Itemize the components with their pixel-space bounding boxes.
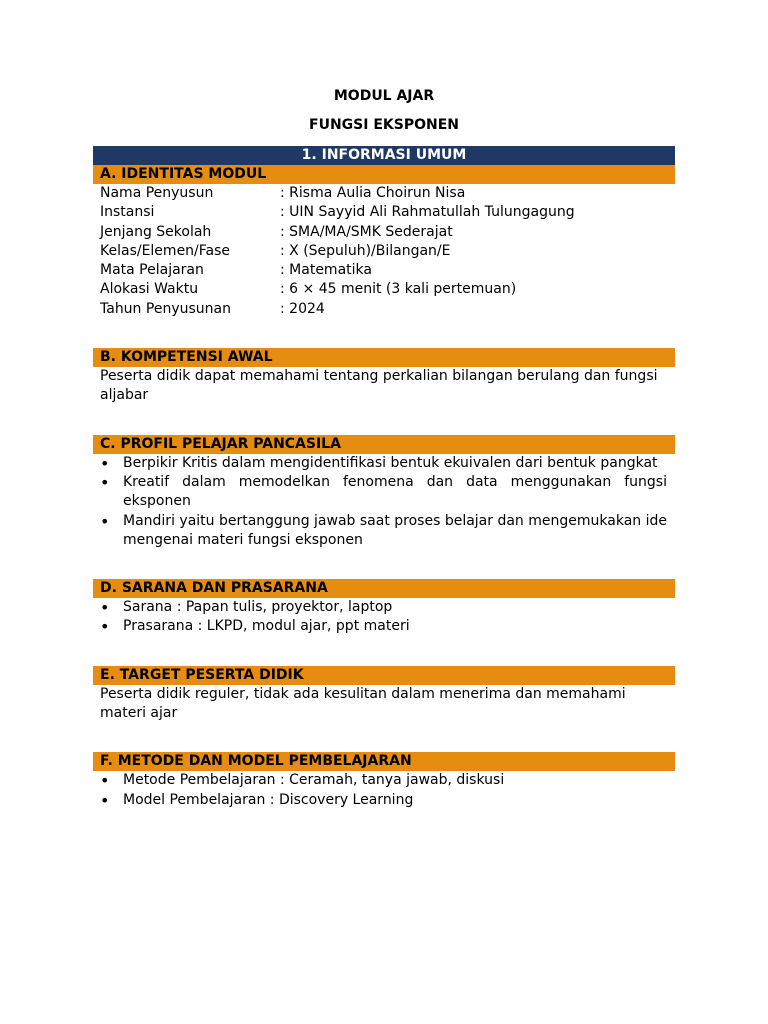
identitas-value: : 2024 <box>280 300 325 317</box>
list-item: • Model Pembelajaran : Discovery Learning <box>100 791 667 810</box>
profil-pelajar-list <box>93 454 675 550</box>
section-spacer <box>93 723 675 752</box>
identitas-value: : SMA/MA/SMK Sederajat <box>280 223 453 240</box>
identitas-row <box>93 184 675 203</box>
identitas-row <box>93 280 675 299</box>
list-item: • Berpikir Kritis dalam mengidentifikasi bentuk ekuivalen dari bentuk pangkat <box>100 454 667 473</box>
identitas-label: Instansi <box>100 204 155 221</box>
section-header-profil-pelajar: C. PROFIL PELAJAR PANCASILA <box>93 435 675 454</box>
identitas-row <box>93 300 675 319</box>
identitas-value: : Matematika <box>280 262 372 279</box>
main-section-header: 1. INFORMASI UMUM <box>93 146 675 165</box>
section-header-sarana-prasarana: D. SARANA DAN PRASARANA <box>93 579 675 598</box>
list-item: • Mandiri yaitu bertanggung jawab saat proses belajar dan mengemukakan ide mengenai materi fungsi eksponen <box>100 512 667 551</box>
document-title: MODUL AJAR <box>333 88 435 104</box>
identitas-row <box>93 261 675 280</box>
sarana-prasarana-list <box>93 598 675 637</box>
identitas-label: Kelas/Elemen/Fase <box>100 242 231 259</box>
identitas-label: Mata Pelajaran <box>100 262 204 279</box>
metode-model-list <box>93 771 675 810</box>
identitas-value: : UIN Sayyid Ali Rahmatullah Tulungagung <box>280 204 575 221</box>
list-item: • Kreatif dalam memodelkan fenomena dan data menggunakan fungsi eksponen <box>100 473 667 512</box>
document-subtitle: FUNGSI EKSPONEN <box>309 117 459 133</box>
list-item: • Prasarana : LKPD, modul ajar, ppt materi <box>100 617 667 636</box>
section-header-kompetensi-awal: B. KOMPETENSI AWAL <box>93 348 675 367</box>
identitas-label: Tahun Penyusunan <box>100 300 231 317</box>
section-spacer <box>93 319 675 348</box>
identitas-value: : X (Sepuluh)/Bilangan/E <box>280 242 451 259</box>
identitas-row <box>93 242 675 261</box>
identitas-row <box>93 203 675 222</box>
target-peserta-text: Peserta didik reguler, tidak ada kesulitan dalam menerima dan memahami materi ajar <box>100 685 626 722</box>
section-header-identitas: A. IDENTITAS MODUL <box>93 165 675 184</box>
identitas-label: Alokasi Waktu <box>100 281 199 298</box>
section-header-metode-model: F. METODE DAN MODEL PEMBELAJARAN <box>93 752 675 771</box>
kompetensi-awal-text: Peserta didik dapat memahami tentang perkalian bilangan berulang dan fungsi aljabar <box>100 368 658 404</box>
section-spacer <box>93 637 675 666</box>
identitas-label: Jenjang Sekolah <box>100 223 212 240</box>
identitas-value: : Risma Aulia Choirun Nisa <box>280 185 466 201</box>
identitas-table <box>93 184 675 319</box>
identitas-value: : 6 × 45 menit (3 kali pertemuan) <box>280 281 517 298</box>
list-item: • Metode Pembelajaran : Ceramah, tanya jawab, diskusi <box>100 771 667 790</box>
section-spacer <box>93 406 675 435</box>
document-content <box>93 146 675 810</box>
identitas-label: Nama Penyusun <box>100 185 214 201</box>
identitas-row <box>93 223 675 242</box>
section-header-target-peserta: E. TARGET PESERTA DIDIK <box>93 666 675 685</box>
section-spacer <box>93 550 675 579</box>
list-item: • Sarana : Papan tulis, proyektor, laptop <box>100 598 667 617</box>
